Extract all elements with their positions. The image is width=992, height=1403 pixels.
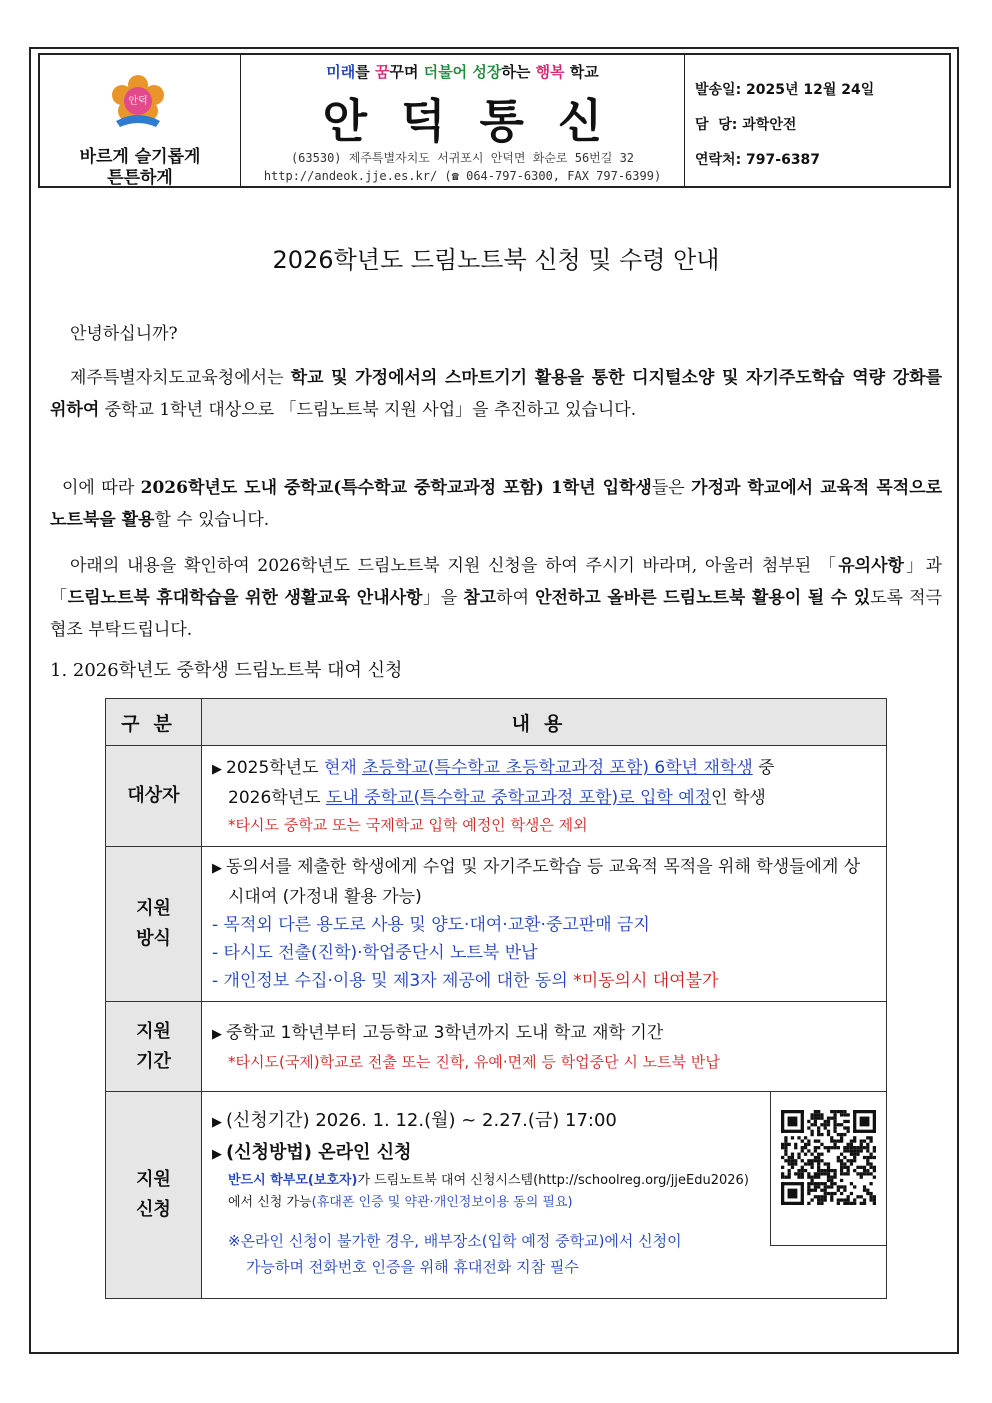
header-left (40, 55, 241, 186)
label-period: 지원 기간 (106, 1002, 202, 1092)
apply-note-1: ※온라인 신청이 불가한 경우, 배부장소(입학 예정 중학교)에서 신청이 (228, 1232, 682, 1250)
period-note: *타시도(국제)학교로 전출 또는 진학, 유예·면제 등 학업중단 시 노트북 반납 (228, 1052, 720, 1071)
method-detail-3-warning: *미동의시 대여불가 (573, 971, 719, 991)
emphasis-text: 학교 및 가정에서의 스마트기기 활용을 통한 디지털소양 및 자기주도학습 역량 강화를 위하여 (50, 368, 942, 420)
department: 담 당: 과학안전 (695, 117, 797, 133)
body-text: 도록 적극 협조 부탁드립니다. (50, 588, 942, 640)
body-text: 들은 (651, 478, 692, 498)
label-method: 지원 방식 (106, 847, 202, 1002)
paragraph-2 (50, 472, 942, 536)
body-text: 」을 (422, 588, 464, 608)
content-apply: ▶ (신청기간) 2026. 1. 12.(월) ~ 2.27.(금) 17:00 ▶ (신청방법) 온라인 신청 반드시 학부모(보호자)가 드림노트북 대여 신청시스템(http://schoolreg.org/jjeEdu2026) 에서 신청 가능(휴대폰 인증 및 약관·개인정보이용 동의 필요) ※온라인 신청이 불가한 경우, 배부장소(입학 예정 중학교)에서 신청이 가능하며 전화번호 인증을 위해 휴대전화 지참 필수 (202, 1092, 887, 1299)
triangle-bullet-icon: ▶ (212, 1026, 222, 1042)
table-row-apply (106, 1092, 887, 1299)
school-address (241, 149, 684, 185)
body-text: 아래의 내용을 확인하여 2026학년도 드림노트북 지원 신청을 하여 주시기 바라며, 아울러 첨부된 「 (70, 556, 839, 576)
school-slogan (241, 61, 684, 82)
motto-line-1: 바르게 슬기롭게 (79, 147, 201, 167)
triangle-bullet-icon: ▶ (212, 861, 222, 876)
content-method: ▶ 동의서를 제출한 학생에게 수업 및 자기주도학습 등 교육적 목적을 위해 학생들에게 상시대여 (가정내 활용 가능) - 목적외 다른 용도로 사용 및 양도·대여·교환·중고판매 금지 - 타시도 전출(진학)·학업중단시 노트북 반납 - 개인정보 수집·이용 및 제3자 제공에 대한 동의 *미동의시 대여불가 (202, 847, 887, 1002)
issue-date: 발송일: 2025년 12월 24일 (695, 82, 875, 98)
slogan-segment: 성장 (472, 63, 502, 81)
slogan-segment: 더불어 (423, 63, 468, 81)
table-row-period (106, 1002, 887, 1092)
newsletter-header (38, 53, 951, 188)
table-row-method (106, 847, 887, 1002)
greeting: 안녕하십니까? (70, 324, 178, 344)
slogan-segment: 학교 (564, 63, 599, 81)
triangle-bullet-icon: ▶ (212, 1147, 222, 1162)
emphasis-text: 가정과 학교에서 교육적 목적으로 노트북을 활용 (50, 478, 943, 530)
content-target: ▶ 2025학년도 현재 초등학교(특수학교 초등학교과정 포함) 6학년 재학생 중 2026학년도 도내 중학교(특수학교 중학교과정 포함)로 입학 예정인 학생 *타시도 중학교 또는 국제학교 입학 예정인 학생은 제외 (202, 746, 887, 847)
school-motto (40, 147, 240, 189)
header-content: 내용 (202, 699, 887, 746)
label-apply: 지원 신청 (106, 1092, 202, 1299)
label-target: 대상자 (106, 746, 202, 847)
header-category: 구분 (106, 699, 202, 746)
triangle-bullet-icon: ▶ (212, 1115, 222, 1130)
slogan-segment: 하는 (501, 63, 536, 81)
apply-period: (신청기간) 2026. 1. 12.(월) ~ 2.27.(금) 17:00 (226, 1110, 617, 1131)
target-note: *타시도 중학교 또는 국제학교 입학 예정인 학생은 제외 (228, 816, 588, 834)
address-line: (63530) 제주특별자치도 서귀포시 안덕면 화순로 56번길 32 (290, 151, 635, 165)
body-text: 이에 따라 (62, 478, 141, 498)
table-header-row (106, 699, 887, 746)
table-row-target (106, 746, 887, 847)
school-logo-icon (108, 71, 168, 131)
slogan-segment: 행복 (535, 63, 565, 81)
body-text: 하여 (496, 588, 536, 608)
emphasis-text: 드림노트북 휴대학습을 위한 생활교육 안내사항 (67, 588, 423, 608)
qr-code-box (770, 1092, 886, 1246)
logo-text: 안덕 (128, 96, 148, 107)
method-detail-3: - 개인정보 수집·이용 및 제3자 제공에 대한 동의 (212, 971, 574, 991)
apply-note-2: 가능하며 전화번호 인증을 위해 휴대전화 지참 필수 (246, 1258, 579, 1276)
content-period: ▶ 중학교 1학년부터 고등학교 3학년까지 도내 학교 재학 기간 *타시도(국제)학교로 전출 또는 진학, 유예·면제 등 학업중단 시 노트북 반납 (202, 1002, 887, 1092)
slogan-segment: 꾸며 (389, 63, 424, 81)
paragraph-1 (50, 362, 942, 426)
header-right (685, 55, 949, 186)
contact-line: http://andeok.jje.es.kr/ (☎ 064-797-6300, FAX 797-6399) (263, 169, 662, 183)
application-table (105, 698, 887, 1299)
body-text: 중학교 1학년 대상으로 「드림노트북 지원 사업」을 추진하고 있습니다. (99, 400, 637, 420)
apply-method: (신청방법) 온라인 신청 (226, 1142, 412, 1163)
body-text: 할 수 있습니다. (154, 510, 270, 530)
triangle-bullet-icon: ▶ (212, 762, 222, 777)
emphasis-text: 2026학년도 도내 중학교(특수학교 중학교과정 포함) 1학년 입학생 (140, 478, 652, 498)
document-title: 2026학년도 드림노트북 신청 및 수령 안내 (272, 246, 720, 274)
emphasis-text: 참고 (463, 588, 497, 608)
slogan-segment: 꿈 (374, 63, 390, 81)
slogan-segment: 를 (355, 63, 375, 81)
qr-code-icon[interactable] (781, 1110, 876, 1205)
emphasis-text: 유의사항 (838, 556, 904, 576)
body-text: 」과 「 (50, 556, 942, 608)
contact-number: 연락처: 797-6387 (695, 152, 821, 168)
motto-line-2: 튼튼하게 (107, 168, 173, 188)
section-heading: 1. 2026학년도 중학생 드림노트북 대여 신청 (50, 660, 403, 681)
header-center (241, 55, 685, 186)
newsletter-title: 안덕통신 (322, 94, 637, 148)
body-text: 제주특별자치도교육청에서는 (70, 368, 291, 388)
emphasis-text: 안전하고 올바른 드림노트북 활용이 될 수 있 (535, 588, 871, 608)
issue-meta (695, 73, 874, 178)
method-detail-1: - 목적외 다른 용도로 사용 및 양도·대여·교환·중고판매 금지 (212, 915, 650, 935)
slogan-segment: 미래 (326, 63, 356, 81)
method-detail-2: - 타시도 전출(진학)·학업중단시 노트북 반납 (212, 943, 538, 963)
paragraph-3 (50, 550, 942, 646)
